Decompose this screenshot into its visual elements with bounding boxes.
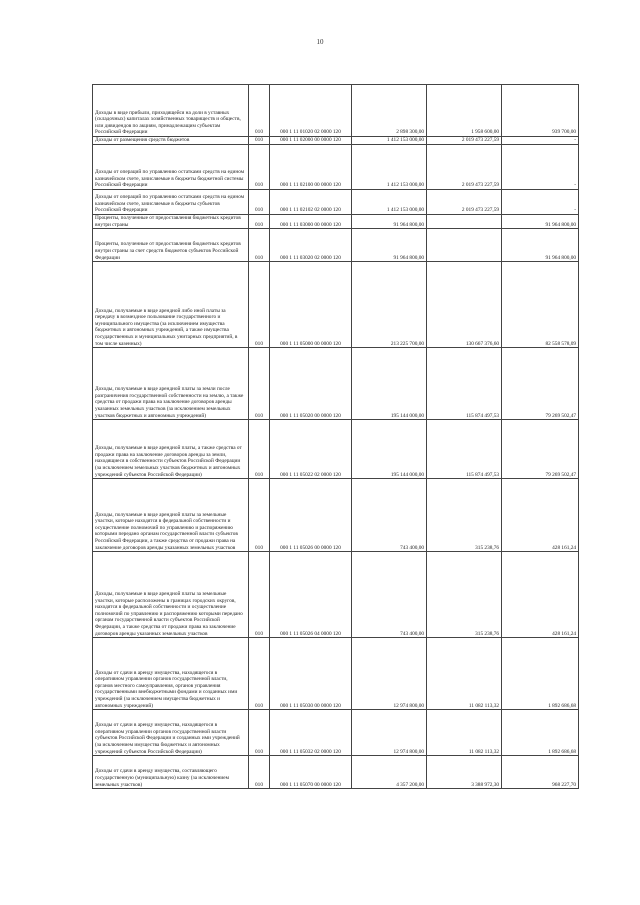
cell-line-code: 010 <box>249 638 270 710</box>
cell-unexecuted: 79 269 502,47 <box>502 348 579 420</box>
cell-budget-code: 000 1 11 02100 00 0000 120 <box>270 145 352 190</box>
cell-budget-code: 000 1 11 05070 00 0000 120 <box>270 756 352 789</box>
cell-line-code: 010 <box>249 552 270 638</box>
page-number: 10 <box>316 38 324 46</box>
table-row <box>93 145 579 190</box>
cell-executed <box>427 229 502 262</box>
cell-executed: 315 238,76 <box>427 479 502 552</box>
cell-approved-plan: 91 964 800,00 <box>352 215 427 229</box>
cell-executed: 3 388 972,30 <box>427 756 502 789</box>
cell-line-code: 010 <box>249 262 270 348</box>
cell-budget-code: 000 1 11 02102 02 0000 120 <box>270 190 352 215</box>
cell-approved-plan: 213 225 700,00 <box>352 262 427 348</box>
cell-budget-code: 000 1 11 03000 00 0000 120 <box>270 215 352 229</box>
cell-budget-code: 000 1 11 05032 02 0000 120 <box>270 710 352 756</box>
cell-name: Доходы, получаемые в виде арендной платы, а также средства от продажи права на заключение договоров аренды за земли, находящиеся в собственности субъектов Российской Федерации (за исключением земельных участков бюджетных и автономных учреждений субъектов Российской Федерации) <box>93 420 249 479</box>
cell-approved-plan: 743 400,00 <box>352 552 427 638</box>
cell-unexecuted: 91 964 800,00 <box>502 215 579 229</box>
cell-line-code: 010 <box>249 420 270 479</box>
cell-line-code: 010 <box>249 229 270 262</box>
cell-unexecuted: 428 161,24 <box>502 479 579 552</box>
cell-unexecuted: 82 558 578,09 <box>502 262 579 348</box>
cell-approved-plan: 743 400,00 <box>352 479 427 552</box>
table-row <box>93 756 579 789</box>
cell-name: Доходы, получаемые в виде арендной платы за земельные участки, которые расположены в границах городских округов, находятся в федеральной собственности и осуществление полномочий по управлению и распоряжению которыми передано органам государственной власти субъектов Российской Федерации, а также средства от продажи права на заключение договоров аренды указанных земельных участков <box>93 552 249 638</box>
cell-executed: 1 958 600,00 <box>427 85 502 137</box>
cell-name: Доходы от сдачи в аренду имущества, находящегося в оперативном управлении органов государственной власти, органов местного самоуправления, органов управления государственными внебюджетными фондами и созданных ими учреждений (за исключением имущества бюджетных и автономных учреждений) <box>93 638 249 710</box>
cell-line-code: 010 <box>249 215 270 229</box>
table-row <box>93 420 579 479</box>
table-row <box>93 710 579 756</box>
cell-approved-plan: 91 964 800,00 <box>352 229 427 262</box>
cell-unexecuted: 428 161,24 <box>502 552 579 638</box>
cell-budget-code: 000 1 11 05022 02 0000 120 <box>270 420 352 479</box>
cell-line-code: 010 <box>249 145 270 190</box>
income-report-table <box>92 84 579 789</box>
cell-name: Доходы в виде прибыли, приходящейся на доли в уставных (складочных) капиталах хозяйственных товариществ и обществ, или дивидендов по акциям, принадлежащим субъектам Российской Федерации <box>93 85 249 137</box>
cell-unexecuted: 79 269 502,47 <box>502 420 579 479</box>
cell-unexecuted: 1 892 686,68 <box>502 710 579 756</box>
cell-approved-plan: 1 412 153 000,00 <box>352 190 427 215</box>
cell-executed: 130 667 376,60 <box>427 262 502 348</box>
table-row <box>93 229 579 262</box>
cell-executed: 115 874 497,53 <box>427 420 502 479</box>
cell-name: Доходы от операций по управлению остатками средств на едином казначейском счете, зачисляемые в бюджеты бюджетной системы Российской Федерации <box>93 145 249 190</box>
table-row <box>93 215 579 229</box>
cell-unexecuted: 968 227,70 <box>502 756 579 789</box>
cell-name: Доходы, получаемые в виде арендной платы за земли после разграничения государственной собственности на землю, а также средства от продажи права на заключение договоров аренды указанных земельных участков (за исключением земельных участков бюджетных и автономных учреждений) <box>93 348 249 420</box>
cell-name: Доходы, получаемые в виде арендной либо иной платы за передачу в возмездное пользование государственного и муниципального имущества (за исключением имущества бюджетных и автономных учреждений, а также имущества государственных и муниципальных унитарных предприятий, в том числе казенных) <box>93 262 249 348</box>
cell-budget-code: 000 1 11 05026 04 0000 120 <box>270 552 352 638</box>
table-row <box>93 190 579 215</box>
cell-name: Доходы от сдачи в аренду имущества, составляющего государственную (муниципальную) казну (за исключением земельных участков) <box>93 756 249 789</box>
cell-approved-plan: 4 357 200,00 <box>352 756 427 789</box>
cell-approved-plan: 12 974 800,00 <box>352 710 427 756</box>
cell-executed: 11 082 113,32 <box>427 710 502 756</box>
table-row <box>93 479 579 552</box>
cell-name: Проценты, полученные от предоставления бюджетных кредитов внутри страны <box>93 215 249 229</box>
cell-executed: 115 874 497,53 <box>427 348 502 420</box>
cell-executed: 315 238,76 <box>427 552 502 638</box>
cell-line-code: 010 <box>249 479 270 552</box>
cell-line-code: 010 <box>249 348 270 420</box>
cell-line-code: 010 <box>249 710 270 756</box>
cell-name: Проценты, полученные от предоставления бюджетных кредитов внутри страны за счет средств бюджетов субъектов Российской Федерации <box>93 229 249 262</box>
cell-name: Доходы от размещения средств бюджетов <box>93 137 249 145</box>
cell-approved-plan: 12 974 800,00 <box>352 638 427 710</box>
cell-executed <box>427 215 502 229</box>
table-row <box>93 85 579 137</box>
cell-approved-plan: 1 412 153 000,00 <box>352 137 427 145</box>
cell-executed: 11 082 113,32 <box>427 638 502 710</box>
cell-name: Доходы от сдачи в аренду имущества, находящегося в оперативном управлении органов государственной власти субъектов Российской Федерации и созданных ими учреждений (за исключением имущества бюджетных и автономных учреждений субъектов Российской Федерации) <box>93 710 249 756</box>
cell-budget-code: 000 1 11 01020 02 0000 120 <box>270 85 352 137</box>
cell-budget-code: 000 1 11 05026 00 0000 120 <box>270 479 352 552</box>
cell-approved-plan: 195 144 000,00 <box>352 348 427 420</box>
table-body <box>93 85 579 789</box>
cell-budget-code: 000 1 11 05030 00 0000 120 <box>270 638 352 710</box>
cell-approved-plan: 2 898 300,00 <box>352 85 427 137</box>
cell-unexecuted: 939 700,00 <box>502 85 579 137</box>
cell-name: Доходы, получаемые в виде арендной платы за земельные участки, которые находятся в федеральной собственности и осуществление полномочий по управлению и распоряжению которыми передано органам государственной власти субъектов Российской Федерации, а также средства от продажи права на заключение договоров аренды указанных земельных участков <box>93 479 249 552</box>
table-row <box>93 638 579 710</box>
cell-line-code: 010 <box>249 756 270 789</box>
cell-budget-code: 000 1 11 03020 02 0000 120 <box>270 229 352 262</box>
table-row <box>93 262 579 348</box>
cell-executed: 2 019 473 227,59 <box>427 190 502 215</box>
table-row <box>93 552 579 638</box>
cell-approved-plan: 1 412 153 000,00 <box>352 145 427 190</box>
cell-line-code: 010 <box>249 85 270 137</box>
cell-budget-code: 000 1 11 05000 00 0000 120 <box>270 262 352 348</box>
cell-unexecuted: - <box>502 145 579 190</box>
cell-unexecuted: 91 964 800,00 <box>502 229 579 262</box>
cell-executed: 2 019 473 227,59 <box>427 145 502 190</box>
cell-line-code: 010 <box>249 190 270 215</box>
cell-name: Доходы от операций по управлению остатками средств на едином казначейском счете, зачисляемые в бюджеты субъектов Российской Федерации <box>93 190 249 215</box>
cell-budget-code: 000 1 11 02000 00 0000 120 <box>270 137 352 145</box>
cell-unexecuted: 1 892 686,68 <box>502 638 579 710</box>
cell-unexecuted: - <box>502 190 579 215</box>
table-row <box>93 348 579 420</box>
cell-executed: 2 019 473 227,59 <box>427 137 502 145</box>
cell-budget-code: 000 1 11 05020 00 0000 120 <box>270 348 352 420</box>
cell-unexecuted: - <box>502 137 579 145</box>
table-row <box>93 137 579 145</box>
cell-approved-plan: 195 144 000,00 <box>352 420 427 479</box>
cell-line-code: 010 <box>249 137 270 145</box>
